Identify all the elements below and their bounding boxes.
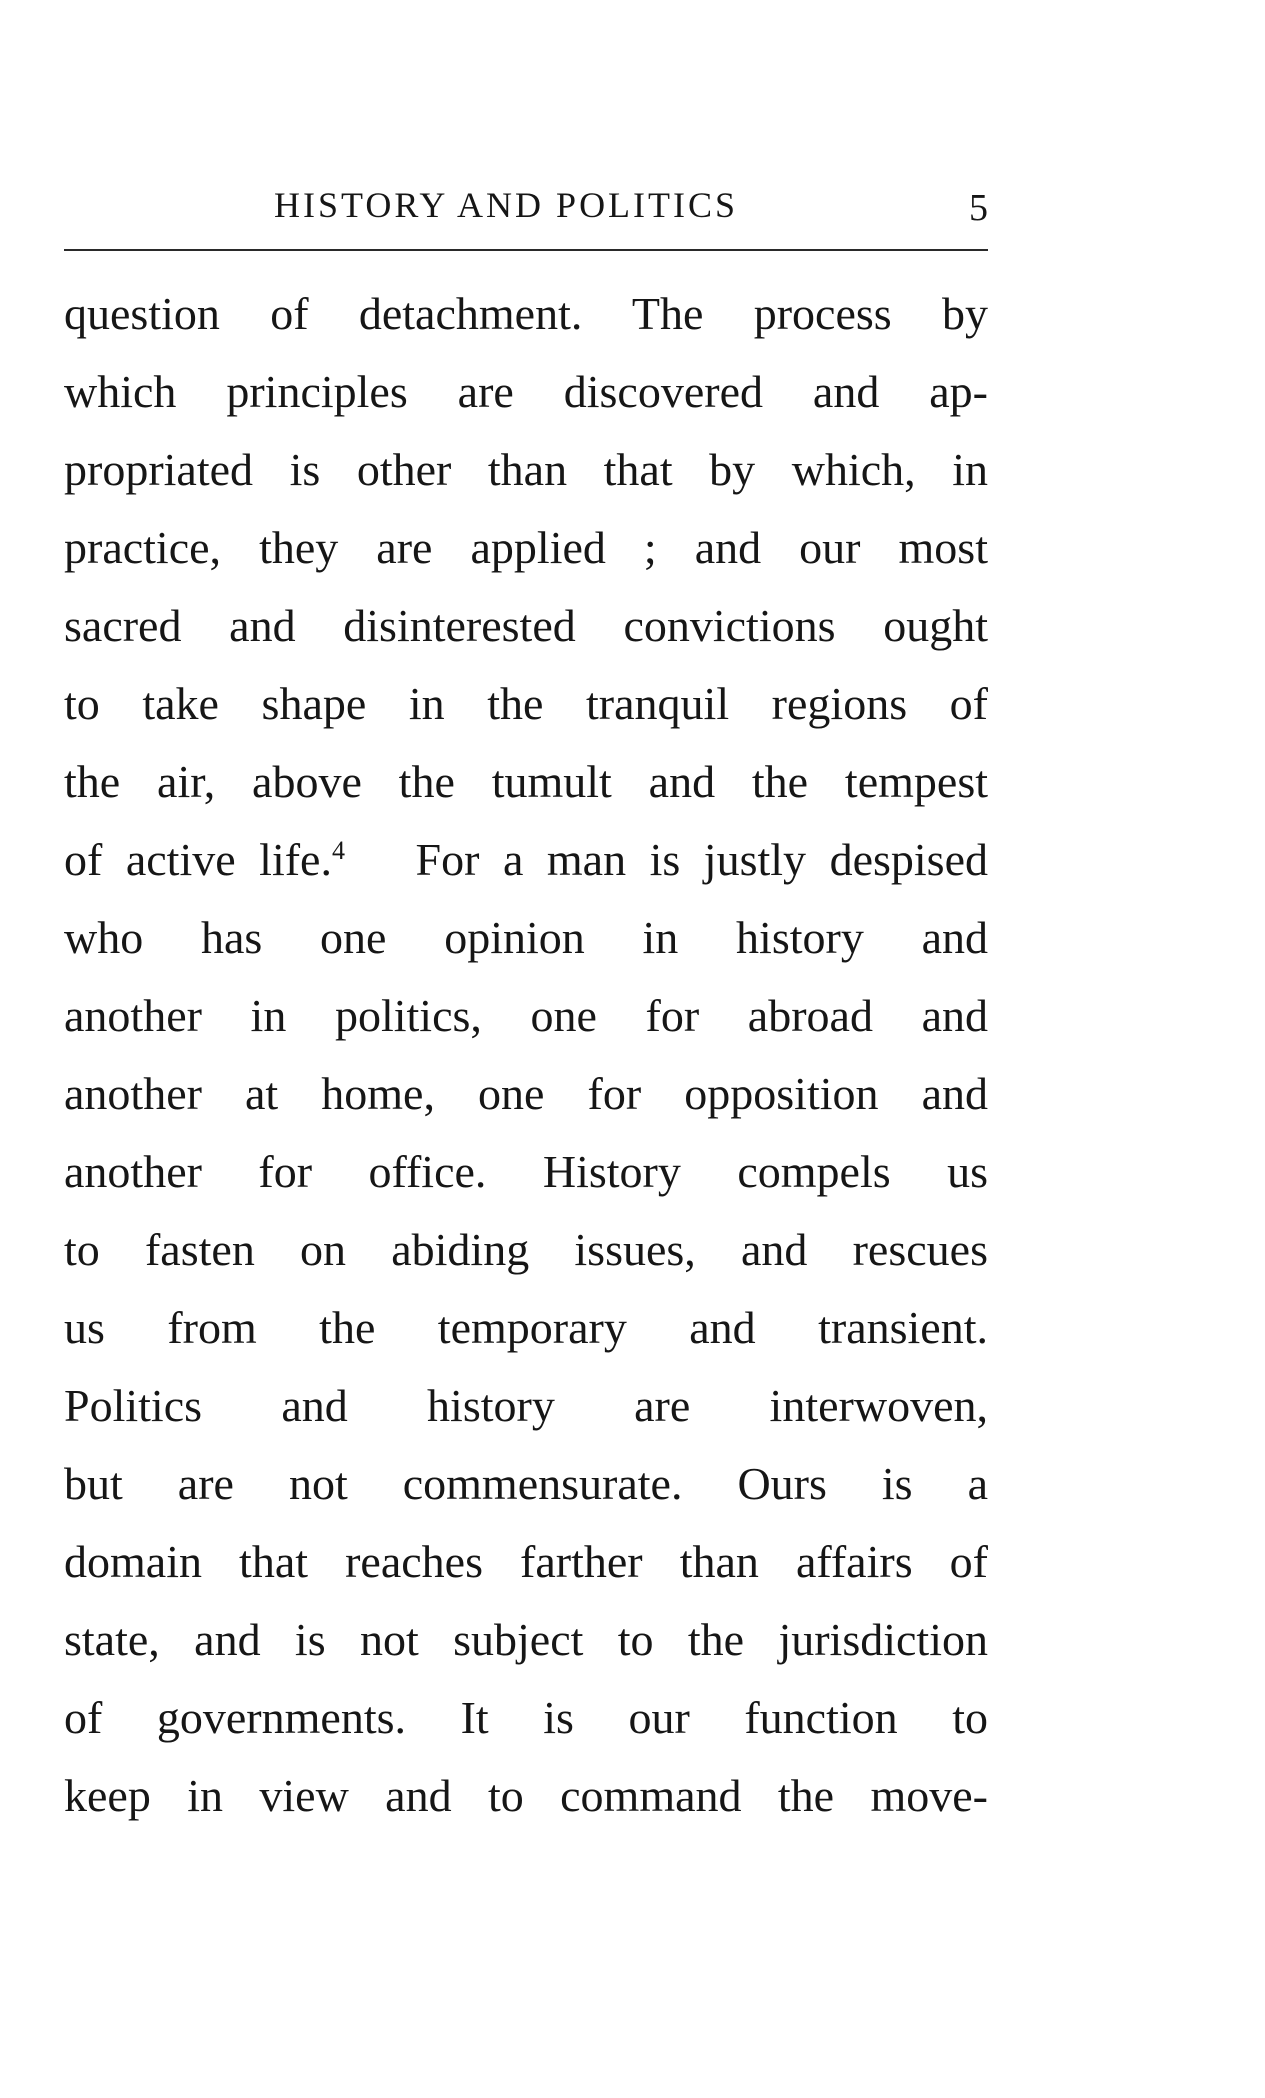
text-line: who has one opinion in history and	[64, 912, 988, 963]
running-head: HISTORY AND POLITICS	[274, 185, 739, 225]
text-line: Politics and history are interwoven,	[64, 1380, 988, 1431]
text-line-with-footnote	[64, 821, 988, 899]
text-line: the air, above the tumult and the tempest	[64, 756, 988, 807]
page-header	[64, 180, 988, 236]
text-segment: For a man is justly despised	[415, 834, 988, 885]
text-line: propriated is other than that by which, in	[64, 444, 988, 495]
text-line: another at home, one for opposition and	[64, 1068, 988, 1119]
text-line: keep in view and to command the move-	[64, 1770, 988, 1821]
text-line: to fasten on abiding issues, and rescues	[64, 1224, 988, 1275]
text-line: another in politics, one for abroad and	[64, 990, 988, 1041]
footnote-marker: 4	[331, 836, 345, 865]
text-segment: of active life.	[64, 834, 332, 885]
text-line: but are not commensurate. Ours is a	[64, 1458, 988, 1509]
text-line: of governments. It is our function to	[64, 1692, 988, 1743]
text-line: which principles are discovered and ap-	[64, 366, 988, 417]
text-line: state, and is not subject to the jurisdiction	[64, 1614, 988, 1665]
header-rule	[64, 249, 988, 251]
text-line: to take shape in the tranquil regions of	[64, 678, 988, 729]
body-text	[64, 275, 988, 1835]
text-line: sacred and disinterested convictions ought	[64, 600, 988, 651]
text-line: us from the temporary and transient.	[64, 1302, 988, 1353]
page-number: 5	[969, 187, 988, 229]
text-line: domain that reaches farther than affairs of	[64, 1536, 988, 1587]
text-line: question of detachment. The process by	[64, 288, 988, 339]
text-line: another for office. History compels us	[64, 1146, 988, 1197]
text-line: practice, they are applied ; and our most	[64, 522, 988, 573]
